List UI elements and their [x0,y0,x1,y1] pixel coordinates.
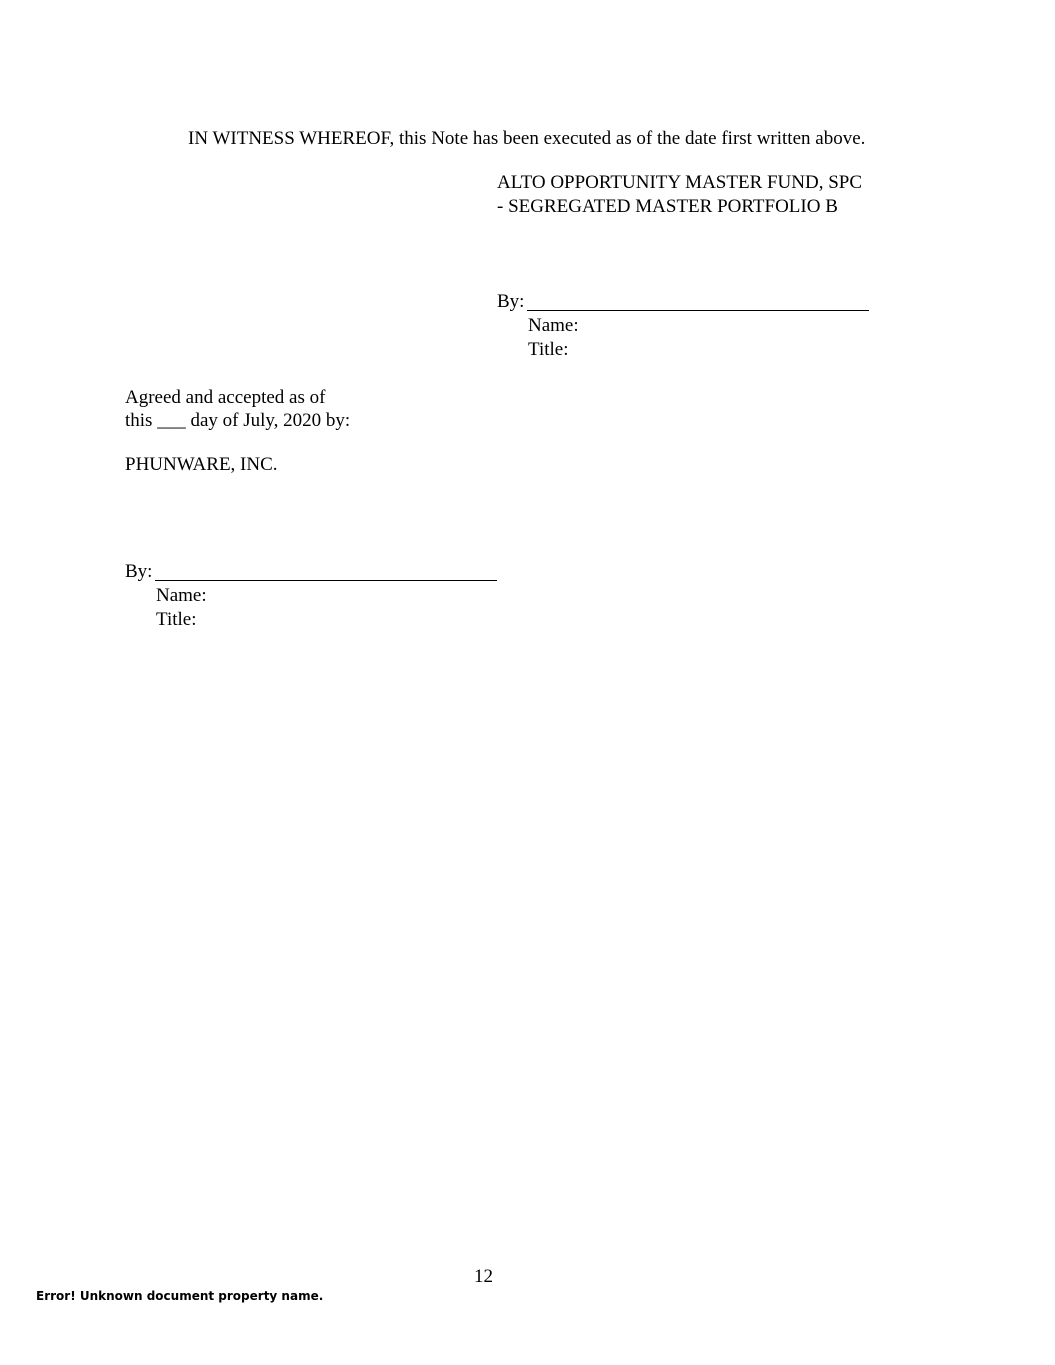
holder-name-line2: - SEGREGATED MASTER PORTFOLIO B [497,196,838,217]
acceptance-line2: this ___ day of July, 2020 by: [125,410,351,431]
company-name-label: Name: [156,585,207,606]
company-by-label: By: [125,561,153,582]
company-name: PHUNWARE, INC. [125,454,278,475]
holder-name-label: Name: [528,315,579,336]
page-number: 12 [474,1266,493,1287]
footer-error-text: Error! Unknown document property name. [36,1289,324,1303]
acceptance-line1: Agreed and accepted as of [125,387,326,408]
holder-name-line1: ALTO OPPORTUNITY MASTER FUND, SPC [497,172,863,193]
company-signature-line [155,580,497,581]
holder-by-label: By: [497,291,525,312]
witness-clause: IN WITNESS WHEREOF, this Note has been executed as of the date first written above. [188,128,866,149]
holder-signature-line [527,310,869,311]
holder-title-label: Title: [528,339,569,360]
company-title-label: Title: [156,609,197,630]
